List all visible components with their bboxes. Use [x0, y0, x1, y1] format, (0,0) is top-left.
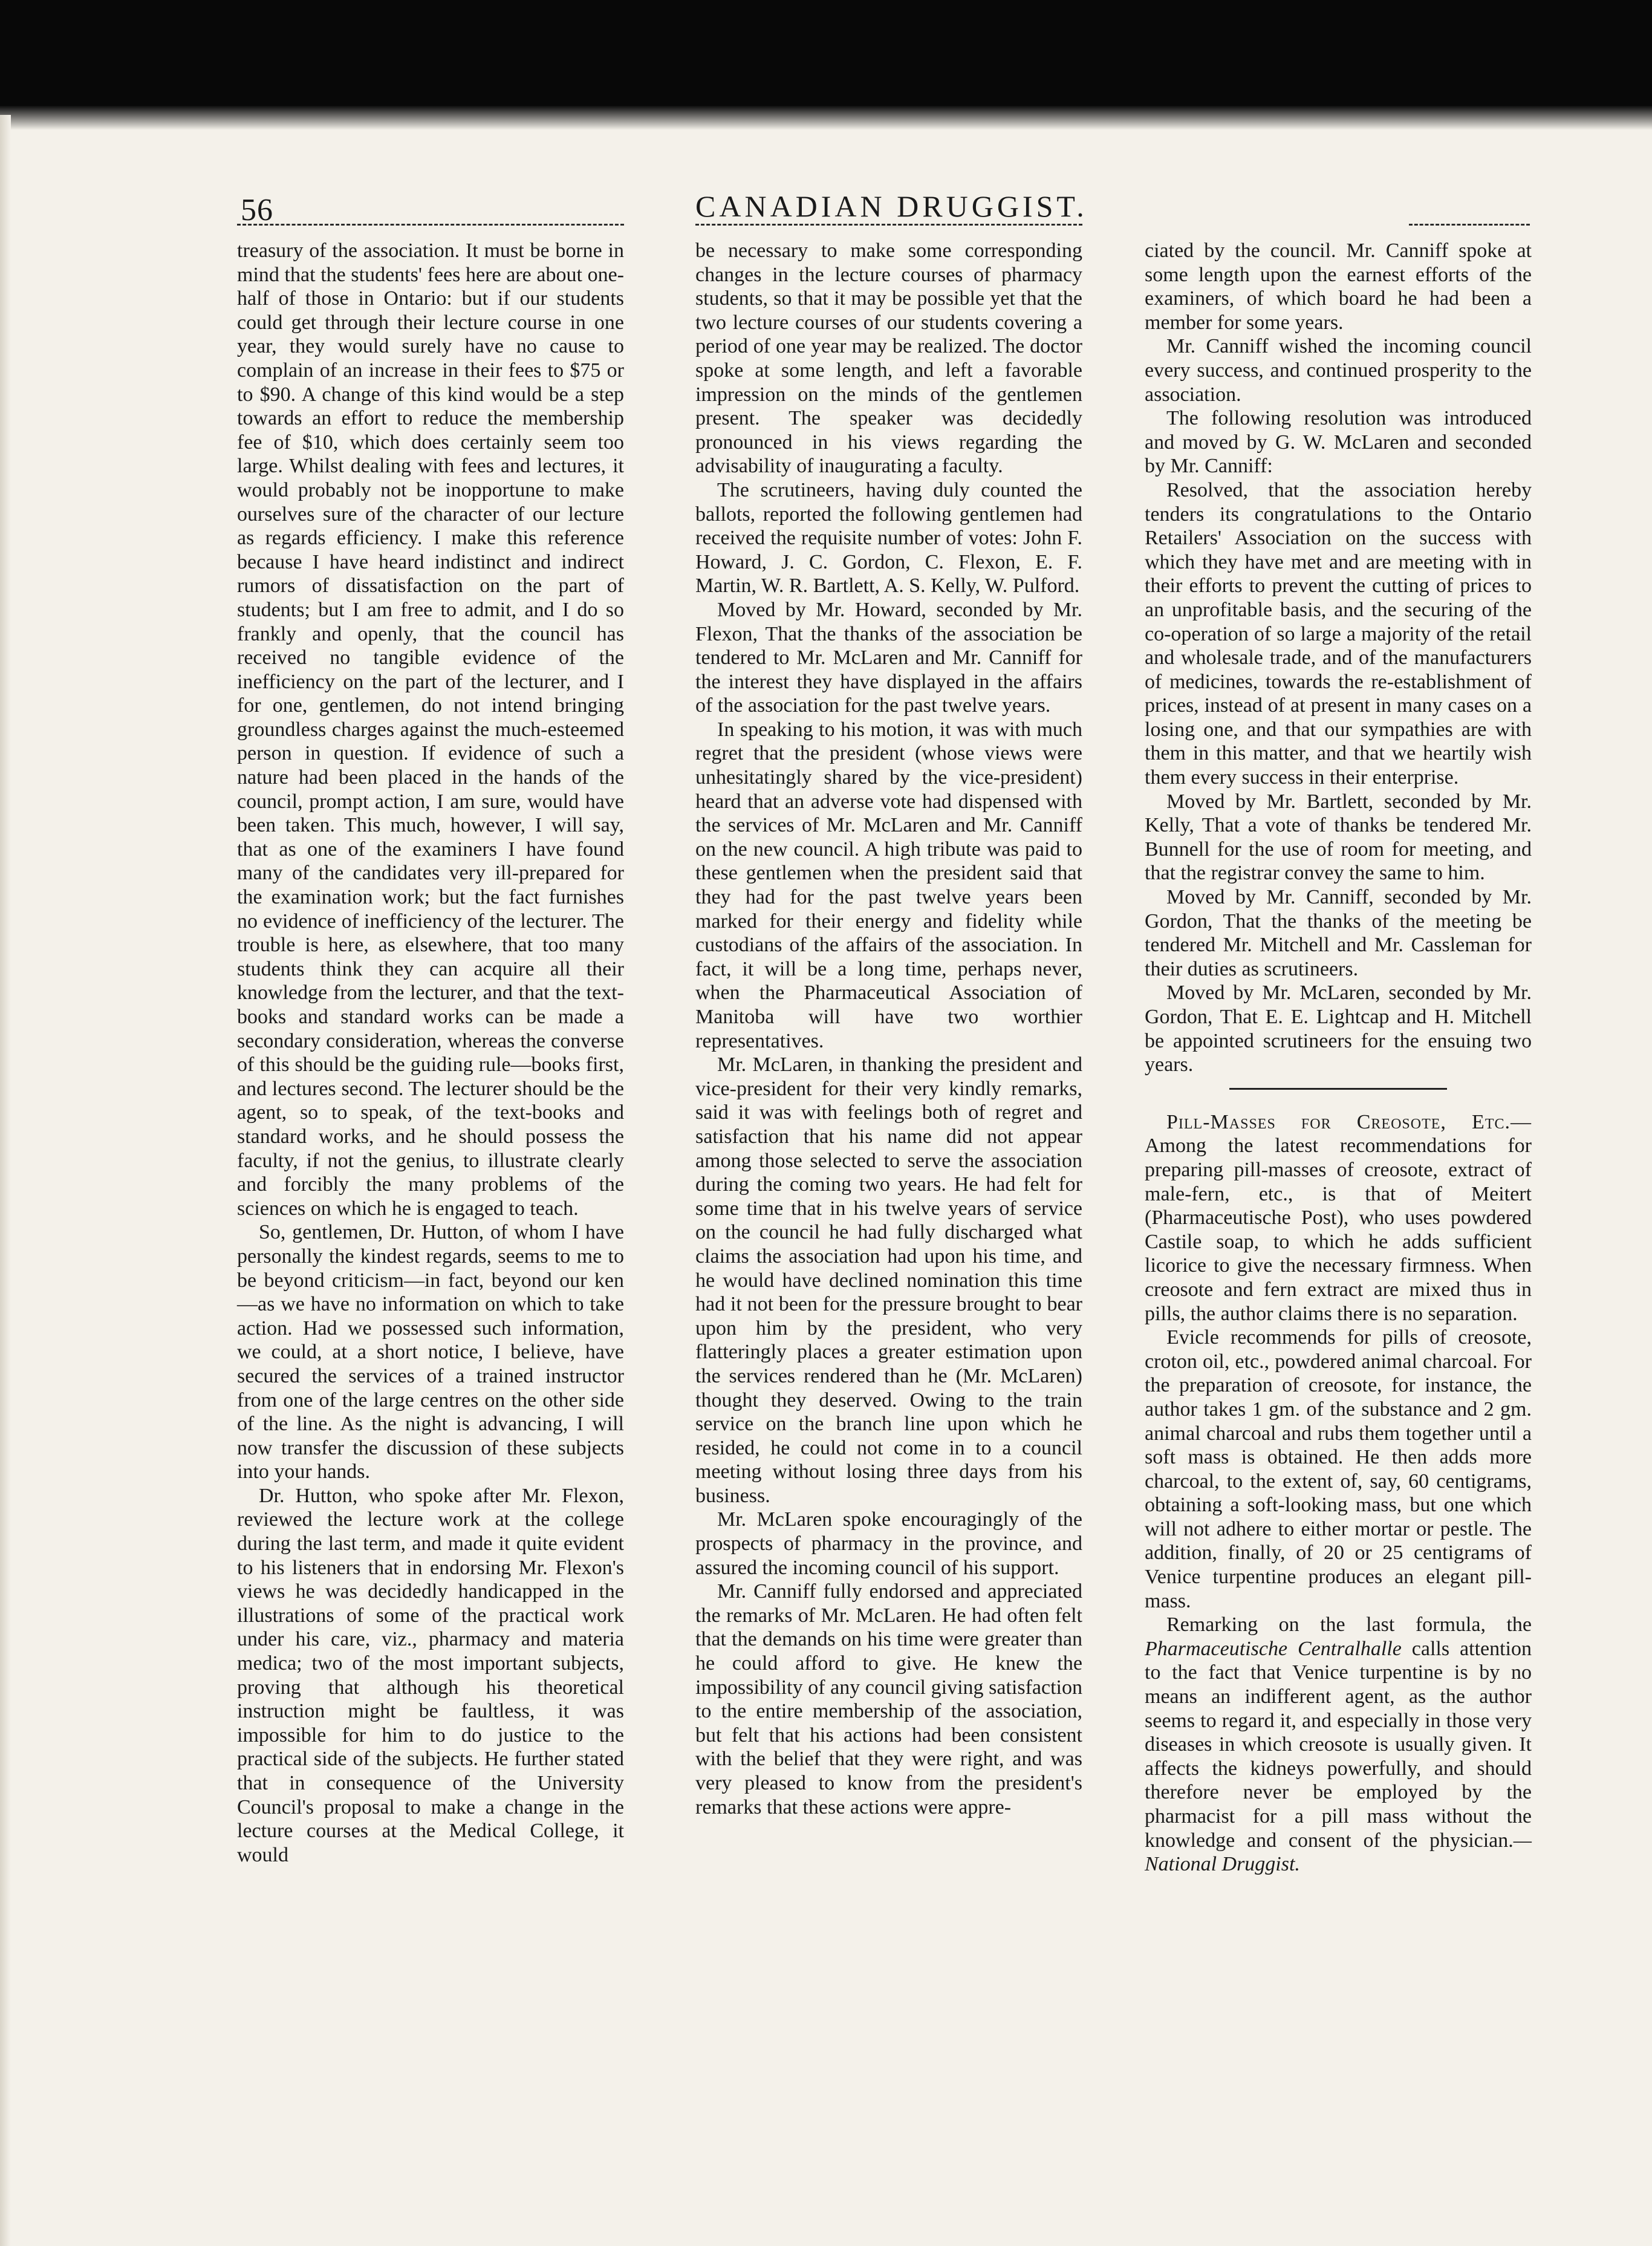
paragraph: Mr. Canniff wished the incoming council every success, and continued prosperity to the association. [1145, 335, 1532, 406]
source-credit: —National Druggist. [1145, 1829, 1532, 1876]
paragraph: Resolved, that the association hereby tenders its congratulations to the Ontario Retailers' Association on the success with which they have met and are meeting with in their efforts to prevent the cutting of prices to an unprofitable basis, and the securing of the co-operation of so large a majority of the retail and wholesale trade, and of the manufacturers of medicines, towards the re-establishment of prices, instead of at present in many cases on a losing one, and that our sympathies are with them in this matter, and that we heartily wish them every success in their enterprise. [1145, 478, 1532, 789]
article-paragraph [1145, 1110, 1532, 1326]
paragraph: ciated by the council. Mr. Canniff spoke at some length upon the earnest efforts of the examiners, of which board he had been a member for some years. [1145, 239, 1532, 334]
journal-title: Pharmaceutische Centralhalle [1145, 1637, 1402, 1660]
paragraph: Moved by Mr. Howard, seconded by Mr. Flexon, That the thanks of the association be tendered to Mr. McLaren and Mr. Canniff for the interest they have displayed in the affairs of the association for the past twelve years. [695, 598, 1082, 717]
paragraph: Moved by Mr. McLaren, seconded by Mr. Gordon, That E. E. Lightcap and H. Mitchell be appointed scrutineers for the ensuing two years. [1145, 981, 1532, 1076]
paragraph: The scrutineers, having duly counted the ballots, reported the following gentlemen had received the requisite number of votes: John F. Howard, J. C. Gordon, C. Flexon, E. F. Martin, W. R. Bartlett, A. S. Kelly, W. Pulford. [695, 478, 1082, 597]
paragraph: Mr. McLaren spoke encouragingly of the prospects of pharmacy in the province, and assured the incoming council of his support. [695, 1508, 1082, 1579]
paragraph: In speaking to his motion, it was with much regret that the president (whose views were unhesitatingly shared by the vice-president) heard that an adverse vote had dispensed with the services of Mr. McLaren and Mr. Canniff on the new council. A high tribute was paid to these gentlemen when the president said that they had for the past twelve years been marked for their energy and fidelity while custodians of the affairs of the association. In fact, it will be a long time, perhaps never, when the Pharmaceutical Association of Manitoba will have two worthier representatives. [695, 718, 1082, 1052]
header-rule-right [1409, 224, 1530, 228]
page-left-shadow [0, 115, 11, 2246]
scan-border-fade [0, 106, 1652, 130]
column-middle [695, 239, 1082, 1819]
paragraph: So, gentlemen, Dr. Hutton, of whom I have personally the kindest regards, seems to me to be beyond criticism—in fact, beyond our ken—as we have no information on which to take action. Had we possessed such information, we could, at a short notice, I believe, have secured the services of a trained instructor from one of the large centres on the other side of the line. As the night is advancing, I will now transfer the discussion of these subjects into your hands. [237, 1221, 624, 1483]
running-title: CANADIAN DRUGGIST. [695, 189, 1088, 223]
column-right [1145, 239, 1532, 1877]
paragraph: treasury of the association. It must be borne in mind that the students' fees here are about one-half of those in Ontario: but if our students could get through their lecture course in one year, they would surely have no cause to complain of an increase in their fees to $75 or to $90. A change of this kind would be a step towards an effort to reduce the membership fee of $10, which does certainly seem too large. Whilst dealing with fees and lectures, it would probably not be inopportune to make ourselves sure of the character of our lecture as regards efficiency. I make this reference because I have heard indistinct and indirect rumors of dissatisfaction on the part of students; but I am free to admit, and I do so frankly and openly, that the council has received no tangible evidence of the inefficiency on the part of the lecturer, and I for one, gentlemen, do not intend bringing groundless charges against the much-esteemed person in question. If evidence of such a nature had been placed in the hands of the council, prompt action, I am sure, would have been taken. This much, however, I will say, that as one of the examiners I have found many of the candidates very ill-prepared for the examination work; but the fact furnishes no evidence of inefficiency of the lecturer. The trouble is here, as elsewhere, that too many students think they can acquire all their knowledge from the lecturer, and that the text-books and standard works can be made a secondary consideration, whereas the converse of this should be the guiding rule—books first, and lectures second. The lecturer should be the agent, so to speak, of the text-books and standard works, and he should possess the faculty, if not the genius, to illustrate clearly and forcibly the many problems of the sciences on which he is engaged to teach. [237, 239, 624, 1220]
paragraph: Moved by Mr. Bartlett, seconded by Mr. Kelly, That a vote of thanks be tendered Mr. Bunnell for the use of room for meeting, and that the registrar convey the same to him. [1145, 790, 1532, 885]
article-heading: Pill-Masses for Creosote, Etc.— [1166, 1110, 1532, 1133]
header-rule-left [237, 224, 624, 228]
paragraph: The following resolution was introduced and moved by G. W. McLaren and seconded by Mr. Canniff: [1145, 407, 1532, 478]
paragraph: Evicle recommends for pills of creosote, croton oil, etc., powdered animal charcoal. For the preparation of creosote, for instance, the author takes 1 gm. of the substance and 2 gm. animal charcoal and rubs them together until a soft mass is obtained. He then adds more charcoal, to the extent of, say, 60 centigrams, obtaining a soft-looking mass, but one which will not adhere to either mortar or pestle. The addition, finally, of 20 or 25 centigrams of Venice turpentine produces an elegant pill-mass. [1145, 1326, 1532, 1612]
scan-top-border [0, 0, 1652, 115]
paragraph: be necessary to make some corresponding changes in the lecture courses of pharmacy students, so that it may be possible yet that the two lecture courses of our students covering a period of one year may be realized. The doctor spoke at some length, and left a favorable impression on the minds of the gentlemen present. The speaker was decidedly pronounced in his views regarding the advisability of inaugurating a faculty. [695, 239, 1082, 478]
paragraph: Mr. Canniff fully endorsed and appreciated the remarks of Mr. McLaren. He had often felt that the demands on his time were greater than he could afford to give. He knew the impossibility of any council giving satisfaction to the entire membership of the association, but felt that his actions had been consistent with the belief that they were right, and was very pleased to know from the president's remarks that these actions were appre- [695, 1580, 1082, 1818]
paragraph: Moved by Mr. Canniff, seconded by Mr. Gordon, That the thanks of the meeting be tendered Mr. Mitchell and Mr. Cassleman for their duties as scrutineers. [1145, 886, 1532, 980]
article-separator [1229, 1088, 1447, 1090]
article-text: calls attention to the fact that Venice turpentine is by no means an indifferent agent, as the author seems to regard it, and especially in those very diseases in which creosote is usually given. It affects the kidneys powerfully, and should therefore never be employed by the pharmacist for a pill mass without the knowledge and consent of the physician. [1145, 1637, 1532, 1852]
paragraph: Mr. McLaren, in thanking the president and vice-president for their very kindly remarks, said it was with feelings both of regret and satisfaction that his name did not appear among those selected to serve the association during the coming two years. He had felt for some time that in his twelve years of service on the council he had fully discharged what claims the association had upon his time, and he would have declined nomination this time had it not been for the pressure brought to bear upon him by the president, who very flatteringly places a greater estimation upon the services rendered than he (Mr. McLaren) thought they deserved. Owing to the train service on the branch line upon which he resided, he could not come in to a council meeting without losing three days from his business. [695, 1053, 1082, 1507]
article-paragraph [1145, 1613, 1532, 1877]
article-text: Among the latest recommendations for preparing pill-masses of creosote, extract of male-fern, etc., is that of Meitert (Pharmaceutische Post), who uses powdered Castile soap, to which he adds sufficient licorice to give the necessary firmness. When creosote and fern extract are mixed thus in pills, the author claims there is no separation. [1145, 1134, 1532, 1325]
article-text: Remarking on the last formula, the [1166, 1613, 1532, 1636]
paragraph: Dr. Hutton, who spoke after Mr. Flexon, reviewed the lecture work at the college during the last term, and made it quite evident to his listeners that in endorsing Mr. Flexon's views he was decidedly handicapped in the illustrations of some of the practical work under his care, viz., pharmacy and materia medica; two of the most important subjects, proving that although his theoretical instruction might be faultless, it was impossible for him to do justice to the practical side of the subjects. He further stated that in consequence of the University Council's proposal to make a change in the lecture courses at the Medical College, it would [237, 1484, 624, 1866]
header-rule-middle [695, 224, 1082, 228]
column-left [237, 239, 624, 1867]
page-number: 56 [241, 193, 273, 227]
